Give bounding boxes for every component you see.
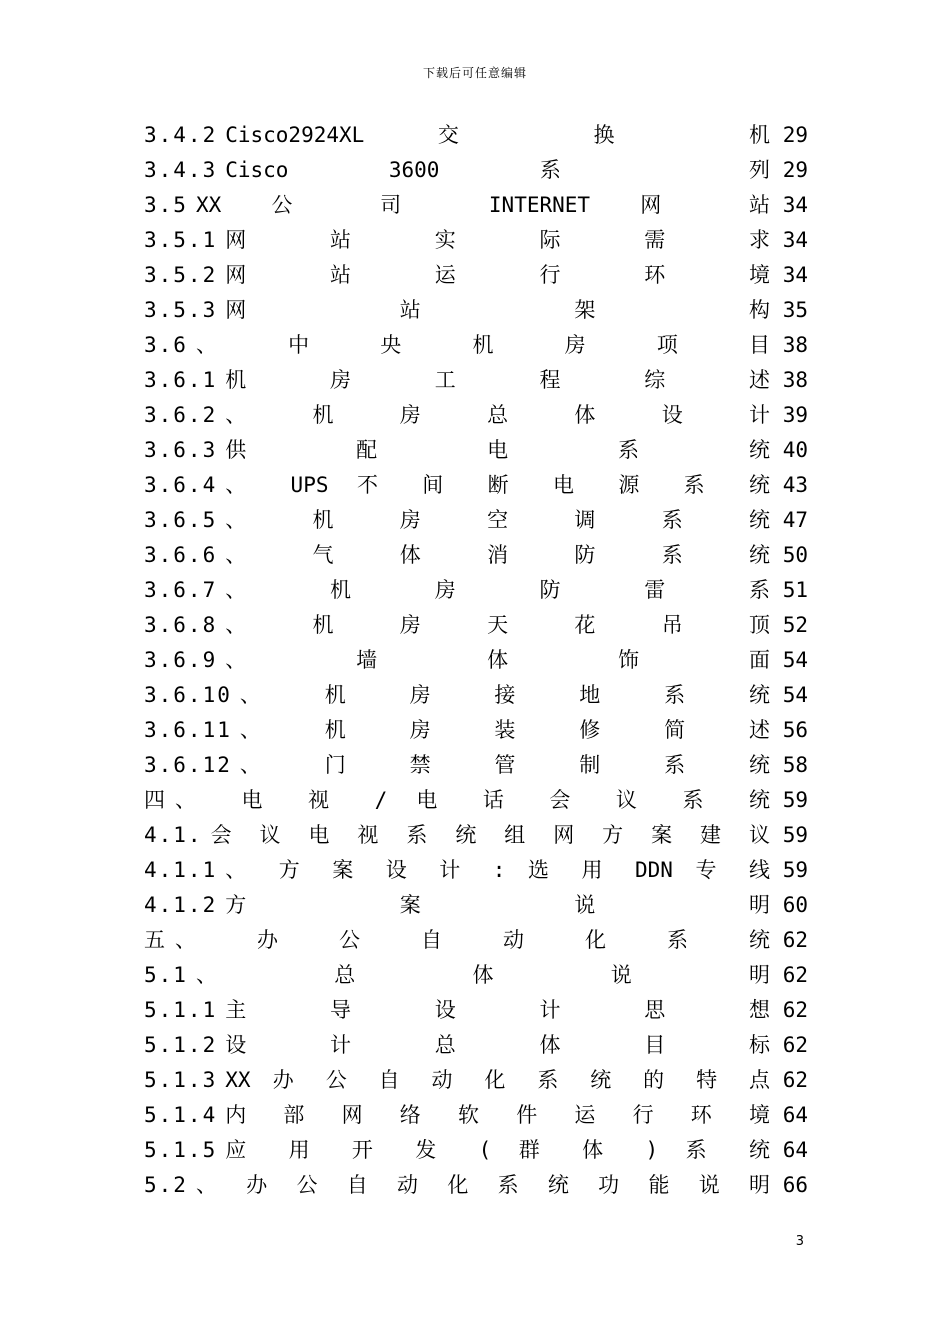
toc-entry-number: 3.5.1	[144, 228, 218, 252]
toc-entry-page: 62	[782, 1068, 808, 1092]
table-of-contents	[144, 118, 808, 1203]
toc-entry-number: 5.1.2	[144, 1033, 218, 1057]
toc-entry-title: Cisco2924XL 交 换 机	[225, 123, 770, 147]
toc-entry-page: 50	[782, 543, 808, 567]
toc-entry-title: 、 气 体 消 防 系 统	[225, 543, 770, 567]
toc-entry-title: 设 计 总 体 目 标	[225, 1033, 770, 1057]
toc-entry-page: 59	[782, 858, 808, 882]
toc-entry-page: 56	[782, 718, 808, 742]
toc-entry-number: 3.6.2	[144, 403, 218, 427]
toc-entry[interactable]	[144, 293, 808, 328]
toc-entry[interactable]	[144, 1028, 808, 1063]
toc-entry[interactable]	[144, 853, 808, 888]
toc-entry-title: 、 办 公 自 动 化 系 统	[175, 928, 770, 952]
toc-entry[interactable]	[144, 993, 808, 1028]
toc-entry[interactable]	[144, 678, 808, 713]
toc-entry-number: 4.1.1	[144, 858, 218, 882]
toc-entry[interactable]	[144, 608, 808, 643]
toc-entry-title: 、 中 央 机 房 项 目	[195, 333, 770, 357]
toc-entry[interactable]	[144, 748, 808, 783]
toc-entry-number: 3.6	[144, 333, 188, 357]
toc-entry-title: 、 机 房 天 花 吊 顶	[225, 613, 770, 637]
toc-entry-page: 62	[782, 1033, 808, 1057]
toc-entry-page: 54	[782, 683, 808, 707]
toc-entry[interactable]	[144, 923, 808, 958]
toc-entry[interactable]	[144, 468, 808, 503]
toc-entry[interactable]	[144, 958, 808, 993]
toc-entry-title: 、 总 体 说 明	[195, 963, 770, 987]
toc-entry-title: 主 导 设 计 思 想	[225, 998, 770, 1022]
toc-entry-number: 5.1	[144, 963, 188, 987]
toc-entry-page: 34	[782, 228, 808, 252]
toc-entry-title: 、 机 房 总 体 设 计	[225, 403, 770, 427]
toc-entry-page: 62	[782, 998, 808, 1022]
toc-entry[interactable]	[144, 538, 808, 573]
toc-entry-number: 3.6.3	[144, 438, 218, 462]
toc-entry-title: 、 机 房 防 雷 系	[225, 578, 770, 602]
toc-entry-page: 34	[782, 193, 808, 217]
toc-entry[interactable]	[144, 1098, 808, 1133]
toc-entry-title: 网 站 运 行 环 境	[225, 263, 770, 287]
toc-entry-number: 3.6.6	[144, 543, 218, 567]
toc-entry-number: 5.1.3	[144, 1068, 218, 1092]
toc-entry-page: 51	[782, 578, 808, 602]
toc-entry-title: 会 议 电 视 系 统 组 网 方 案 建 议	[210, 823, 770, 847]
toc-entry-number: 3.6.12	[144, 753, 232, 777]
toc-entry-page: 54	[782, 648, 808, 672]
toc-entry[interactable]	[144, 363, 808, 398]
toc-entry-number: 5.1.5	[144, 1138, 218, 1162]
toc-entry-number: 5.1.1	[144, 998, 218, 1022]
toc-entry-number: 3.6.11	[144, 718, 232, 742]
toc-entry-title: Cisco 3600 系 列	[225, 158, 770, 182]
toc-entry[interactable]	[144, 188, 808, 223]
toc-entry[interactable]	[144, 398, 808, 433]
toc-entry-number: 5.2	[144, 1173, 188, 1197]
toc-entry[interactable]	[144, 1168, 808, 1203]
toc-entry-title: 网 站 架 构	[225, 298, 770, 322]
toc-entry-page: 52	[782, 613, 808, 637]
toc-entry-page: 62	[782, 928, 808, 952]
toc-entry-page: 64	[782, 1138, 808, 1162]
toc-entry-title: 、 机 房 接 地 系 统	[239, 683, 770, 707]
toc-entry[interactable]	[144, 223, 808, 258]
toc-entry-number: 3.6.9	[144, 648, 218, 672]
toc-entry-number: 3.6.4	[144, 473, 218, 497]
toc-entry[interactable]	[144, 328, 808, 363]
toc-entry-page: 29	[782, 158, 808, 182]
toc-entry-title: 、 UPS 不 间 断 电 源 系 统	[225, 473, 770, 497]
toc-entry-number: 3.6.7	[144, 578, 218, 602]
toc-entry-title: XX 办 公 自 动 化 系 统 的 特 点	[225, 1068, 770, 1092]
toc-entry-number: 3.4.2	[144, 123, 218, 147]
toc-entry-number: 3.5	[144, 193, 188, 217]
toc-entry[interactable]	[144, 153, 808, 188]
toc-entry-page: 35	[782, 298, 808, 322]
toc-entry-page: 47	[782, 508, 808, 532]
toc-entry[interactable]	[144, 118, 808, 153]
toc-entry-page: 43	[782, 473, 808, 497]
toc-entry-title: 、 墙 体 饰 面	[225, 648, 770, 672]
toc-entry[interactable]	[144, 713, 808, 748]
toc-entry-title: 、 机 房 空 调 系 统	[225, 508, 770, 532]
toc-entry[interactable]	[144, 1063, 808, 1098]
toc-entry-title: 应 用 开 发 ( 群 体 ) 系 统	[225, 1138, 770, 1162]
toc-entry-number: 3.6.1	[144, 368, 218, 392]
toc-entry[interactable]	[144, 503, 808, 538]
toc-entry-number: 3.5.3	[144, 298, 218, 322]
toc-entry[interactable]	[144, 1133, 808, 1168]
toc-entry-page: 59	[782, 823, 808, 847]
toc-entry-title: XX 公 司 INTERNET 网 站	[195, 193, 770, 217]
toc-entry-title: 、 电 视 / 电 话 会 议 系 统	[175, 788, 770, 812]
toc-entry-number: 3.5.2	[144, 263, 218, 287]
toc-entry-number: 4.1.	[144, 823, 203, 847]
toc-entry[interactable]	[144, 433, 808, 468]
toc-entry-title: 、 办 公 自 动 化 系 统 功 能 说 明	[195, 1173, 770, 1197]
toc-entry-page: 38	[782, 368, 808, 392]
toc-entry[interactable]	[144, 643, 808, 678]
toc-entry-title: 内 部 网 络 软 件 运 行 环 境	[225, 1103, 770, 1127]
toc-entry-number: 4.1.2	[144, 893, 218, 917]
toc-entry-page: 39	[782, 403, 808, 427]
toc-entry-page: 29	[782, 123, 808, 147]
toc-entry-title: 、 方 案 设 计 : 选 用 DDN 专 线	[225, 858, 770, 882]
toc-entry-title: 方 案 说 明	[225, 893, 770, 917]
toc-entry-page: 60	[782, 893, 808, 917]
toc-entry-title: 网 站 实 际 需 求	[225, 228, 770, 252]
toc-entry-page: 38	[782, 333, 808, 357]
toc-entry[interactable]	[144, 573, 808, 608]
toc-entry-number: 四	[144, 788, 167, 812]
toc-entry-number: 3.6.5	[144, 508, 218, 532]
toc-entry-page: 59	[782, 788, 808, 812]
toc-entry[interactable]	[144, 818, 808, 853]
page-header: 下载后可任意编辑	[422, 66, 527, 80]
toc-entry[interactable]	[144, 258, 808, 293]
toc-entry[interactable]	[144, 783, 808, 818]
page-number: 3	[795, 1234, 804, 1249]
toc-entry-page: 34	[782, 263, 808, 287]
toc-entry-title: 机 房 工 程 综 述	[225, 368, 770, 392]
toc-entry-page: 62	[782, 963, 808, 987]
toc-entry-number: 五	[144, 928, 167, 952]
toc-entry-number: 3.6.10	[144, 683, 232, 707]
toc-entry-number: 3.4.3	[144, 158, 218, 182]
toc-entry-number: 3.6.8	[144, 613, 218, 637]
toc-entry-title: 供 配 电 系 统	[225, 438, 770, 462]
toc-entry-page: 40	[782, 438, 808, 462]
toc-entry-page: 58	[782, 753, 808, 777]
toc-entry-title: 、 门 禁 管 制 系 统	[239, 753, 770, 777]
toc-entry-number: 5.1.4	[144, 1103, 218, 1127]
toc-entry-page: 66	[782, 1173, 808, 1197]
toc-entry-page: 64	[782, 1103, 808, 1127]
toc-entry-title: 、 机 房 装 修 简 述	[239, 718, 770, 742]
toc-entry[interactable]	[144, 888, 808, 923]
